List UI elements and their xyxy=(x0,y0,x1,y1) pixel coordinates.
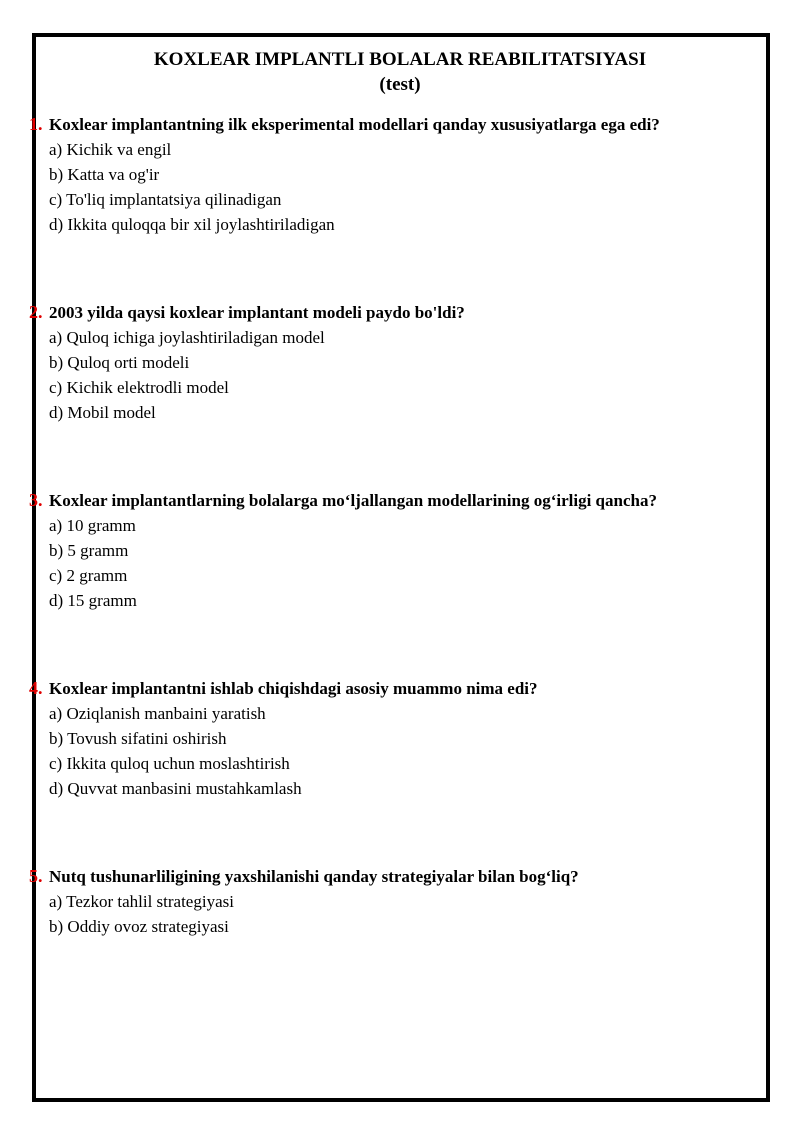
answer-option: c) To'liq implantatsiya qilinadigan xyxy=(49,190,282,209)
question-number: 3. xyxy=(29,490,43,510)
question-2 xyxy=(29,300,709,425)
question-text: Koxlear implantantni ishlab chiqishdagi asosiy muammo nima edi? xyxy=(49,679,538,698)
answer-option: a) Quloq ichiga joylashtiriladigan model xyxy=(49,328,325,347)
answer-option: c) 2 gramm xyxy=(49,566,128,585)
answer-option: b) Katta va og'ir xyxy=(49,165,160,184)
title-main: KOXLEAR IMPLANTLI BOLALAR REABILITATSIYASI xyxy=(153,49,647,70)
answer-option: b) Oddiy ovoz strategiyasi xyxy=(49,917,229,936)
answer-option: c) Kichik elektrodli model xyxy=(49,378,229,397)
question-3 xyxy=(29,488,709,613)
answer-option: c) Ikkita quloq uchun moslashtirish xyxy=(49,754,290,773)
answer-option: a) Kichik va engil xyxy=(49,140,172,159)
question-number: 4. xyxy=(29,678,43,698)
document-title xyxy=(0,47,800,97)
answer-option: a) Tezkor tahlil strategiyasi xyxy=(49,892,234,911)
question-list xyxy=(29,112,709,939)
question-text: Koxlear implantantning ilk eksperimental modellari qanday xususiyatlarga ega edi? xyxy=(49,115,660,134)
answer-option: b) Tovush sifatini oshirish xyxy=(49,729,227,748)
answer-option: a) 10 gramm xyxy=(49,516,136,535)
question-number: 5. xyxy=(29,866,43,886)
question-number: 2. xyxy=(29,302,43,322)
question-text: Nutq tushunarliligining yaxshilanishi qanday strategiyalar bilan bog‘liq? xyxy=(49,867,579,886)
answer-option: b) 5 gramm xyxy=(49,541,129,560)
answer-option: d) Quvvat manbasini mustahkamlash xyxy=(49,779,302,798)
answer-option: b) Quloq orti modeli xyxy=(49,353,190,372)
answer-option: d) 15 gramm xyxy=(49,591,137,610)
answer-option: d) Ikkita quloqqa bir xil joylashtiriladigan xyxy=(49,215,335,234)
answer-option: a) Oziqlanish manbaini yaratish xyxy=(49,704,266,723)
answer-option: d) Mobil model xyxy=(49,403,156,422)
question-text: 2003 yilda qaysi koxlear implantant modeli paydo bo'ldi? xyxy=(49,303,465,322)
question-4 xyxy=(29,676,709,801)
question-number: 1. xyxy=(29,114,43,134)
title-subtitle: (test) xyxy=(379,74,421,95)
question-1 xyxy=(29,112,709,237)
question-text: Koxlear implantantlarning bolalarga mo‘ljallangan modellarining og‘irligi qancha? xyxy=(49,491,657,510)
question-5 xyxy=(29,864,709,939)
